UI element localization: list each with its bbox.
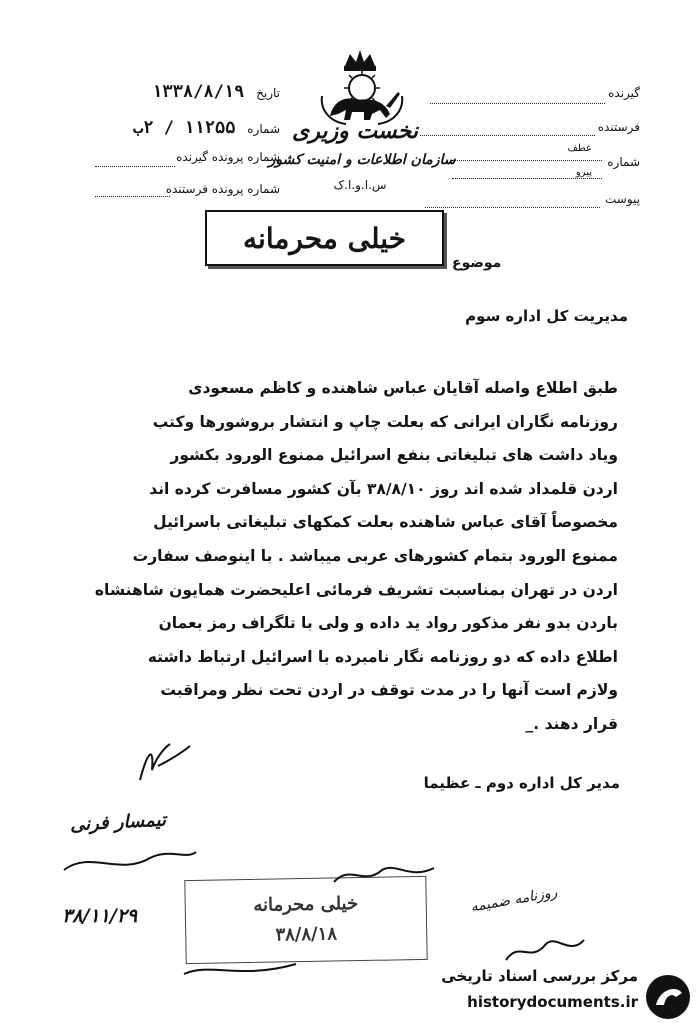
number-label: شماره [607, 155, 640, 169]
body-line: اردن قلمداد شده اند روز ۳۸/۸/۱۰ بآن کشور مسافرت کرده اند [149, 479, 618, 498]
handwriting-scribble-icon [330, 860, 440, 894]
org-code: س.ا.و.ا.ک [333, 178, 387, 192]
attachment-label: پیوست [605, 192, 640, 206]
header-right-receiver [410, 120, 640, 134]
body-line: وياد داشت های تبلیغاتی بنفع اسرائیل ممنوع الورود بکشور [170, 446, 618, 465]
number-line-top [452, 160, 602, 161]
number-sub-bottom: پیرو [575, 167, 592, 178]
archive-logo-icon [646, 975, 690, 1019]
sender-file-line [95, 196, 170, 197]
org-title: نخست وزیری [292, 118, 418, 144]
watermark-center-name: مرکز بررسی اسناد تاریخی [441, 967, 638, 985]
body-line: اردن در تهران بمناسبت تشریف فرمائی اعلیحضرت همایون شاهنشاه [94, 580, 618, 599]
body-line: روزنامه نگاران ایرانی که بعلت چاپ و انتشار بروشورها وکتب [152, 412, 618, 431]
letter-number-row [95, 118, 280, 138]
receiver-file-label: شماره پرونده گیرنده [176, 150, 280, 164]
number-line-bottom [452, 178, 602, 179]
receiver-line [420, 135, 595, 136]
lion-and-sun-emblem-icon [300, 48, 420, 128]
lower-stamp-line: ۳۸/۸/۱۸ [275, 923, 338, 946]
sender-label: گیرنده [608, 86, 640, 100]
letter-body [78, 372, 618, 742]
sender-line [430, 103, 605, 104]
body-line: طبق اطلاع واصله آقایان عباس شاهنده و کاظم مسعودی [188, 379, 618, 397]
classification-stamp [205, 210, 444, 266]
date-label: تاریخ [256, 86, 280, 100]
handwritten-date: ۳۸/۱۱/۲۹ [62, 905, 138, 927]
body-line: باردن بدو نفر مذکور رواد ید داده و ولی با تلگراف رمز بعمان [158, 614, 618, 633]
body-line: ممنوع الورود بتمام کشورهای عربی میباشد . با اینوصف سفارت [132, 546, 618, 565]
org-subtitle: سازمان اطلاعات و امنیت کشور [268, 152, 456, 168]
body-line: مخصوصاً آقای عباس شاهنده بعلت کمکهای تبلیغاتی باسرائیل [153, 513, 618, 532]
handwritten-name: تیمسار فرنی [69, 809, 167, 836]
closing-signature: مدیر کل اداره دوم ـ عظیما [423, 774, 620, 792]
letter-number-label: شماره [247, 122, 280, 136]
handwriting-underline-icon [180, 958, 300, 986]
date-value: ۱۳۳۸/۸/۱۹ [152, 82, 245, 102]
lower-stamp-line: خیلی محرمانه [253, 893, 359, 916]
receiver-file-line [95, 166, 175, 167]
addressee: مدیریت کل اداره سوم [465, 307, 628, 325]
classification-text: خیلی محرمانه [243, 221, 406, 255]
attachment-line [425, 207, 600, 208]
header-right-sender [410, 86, 640, 100]
header-right-attachment [410, 192, 640, 206]
handwriting-flourish-icon [60, 840, 200, 884]
receiver-label: فرستنده [597, 120, 640, 134]
receiver-file-row [95, 150, 280, 164]
number-sub-top: عطف [567, 143, 592, 154]
letter-number-value: ۱۱۲۵۵ / ۲ب [133, 118, 236, 138]
watermark-site: historydocuments.ir [467, 993, 638, 1011]
body-line: قرار دهند ._ [525, 714, 618, 733]
date-row [95, 82, 280, 102]
signature-scribble-icon [130, 740, 200, 794]
sender-file-label: شماره پرونده فرستنده [165, 182, 280, 196]
sender-file-row [95, 182, 280, 196]
body-line: ولازم است آنها را در مدت توقف در اردن تحت نظر ومراقبت [160, 681, 618, 700]
handwritten-right-note: روزنامه ضمیمه [469, 884, 559, 916]
subject-label: موضوع [452, 255, 502, 271]
body-line: اطلاع داده که دو روزنامه نگار نامبرده با اسرائیل ارتباط داشته [147, 647, 618, 666]
